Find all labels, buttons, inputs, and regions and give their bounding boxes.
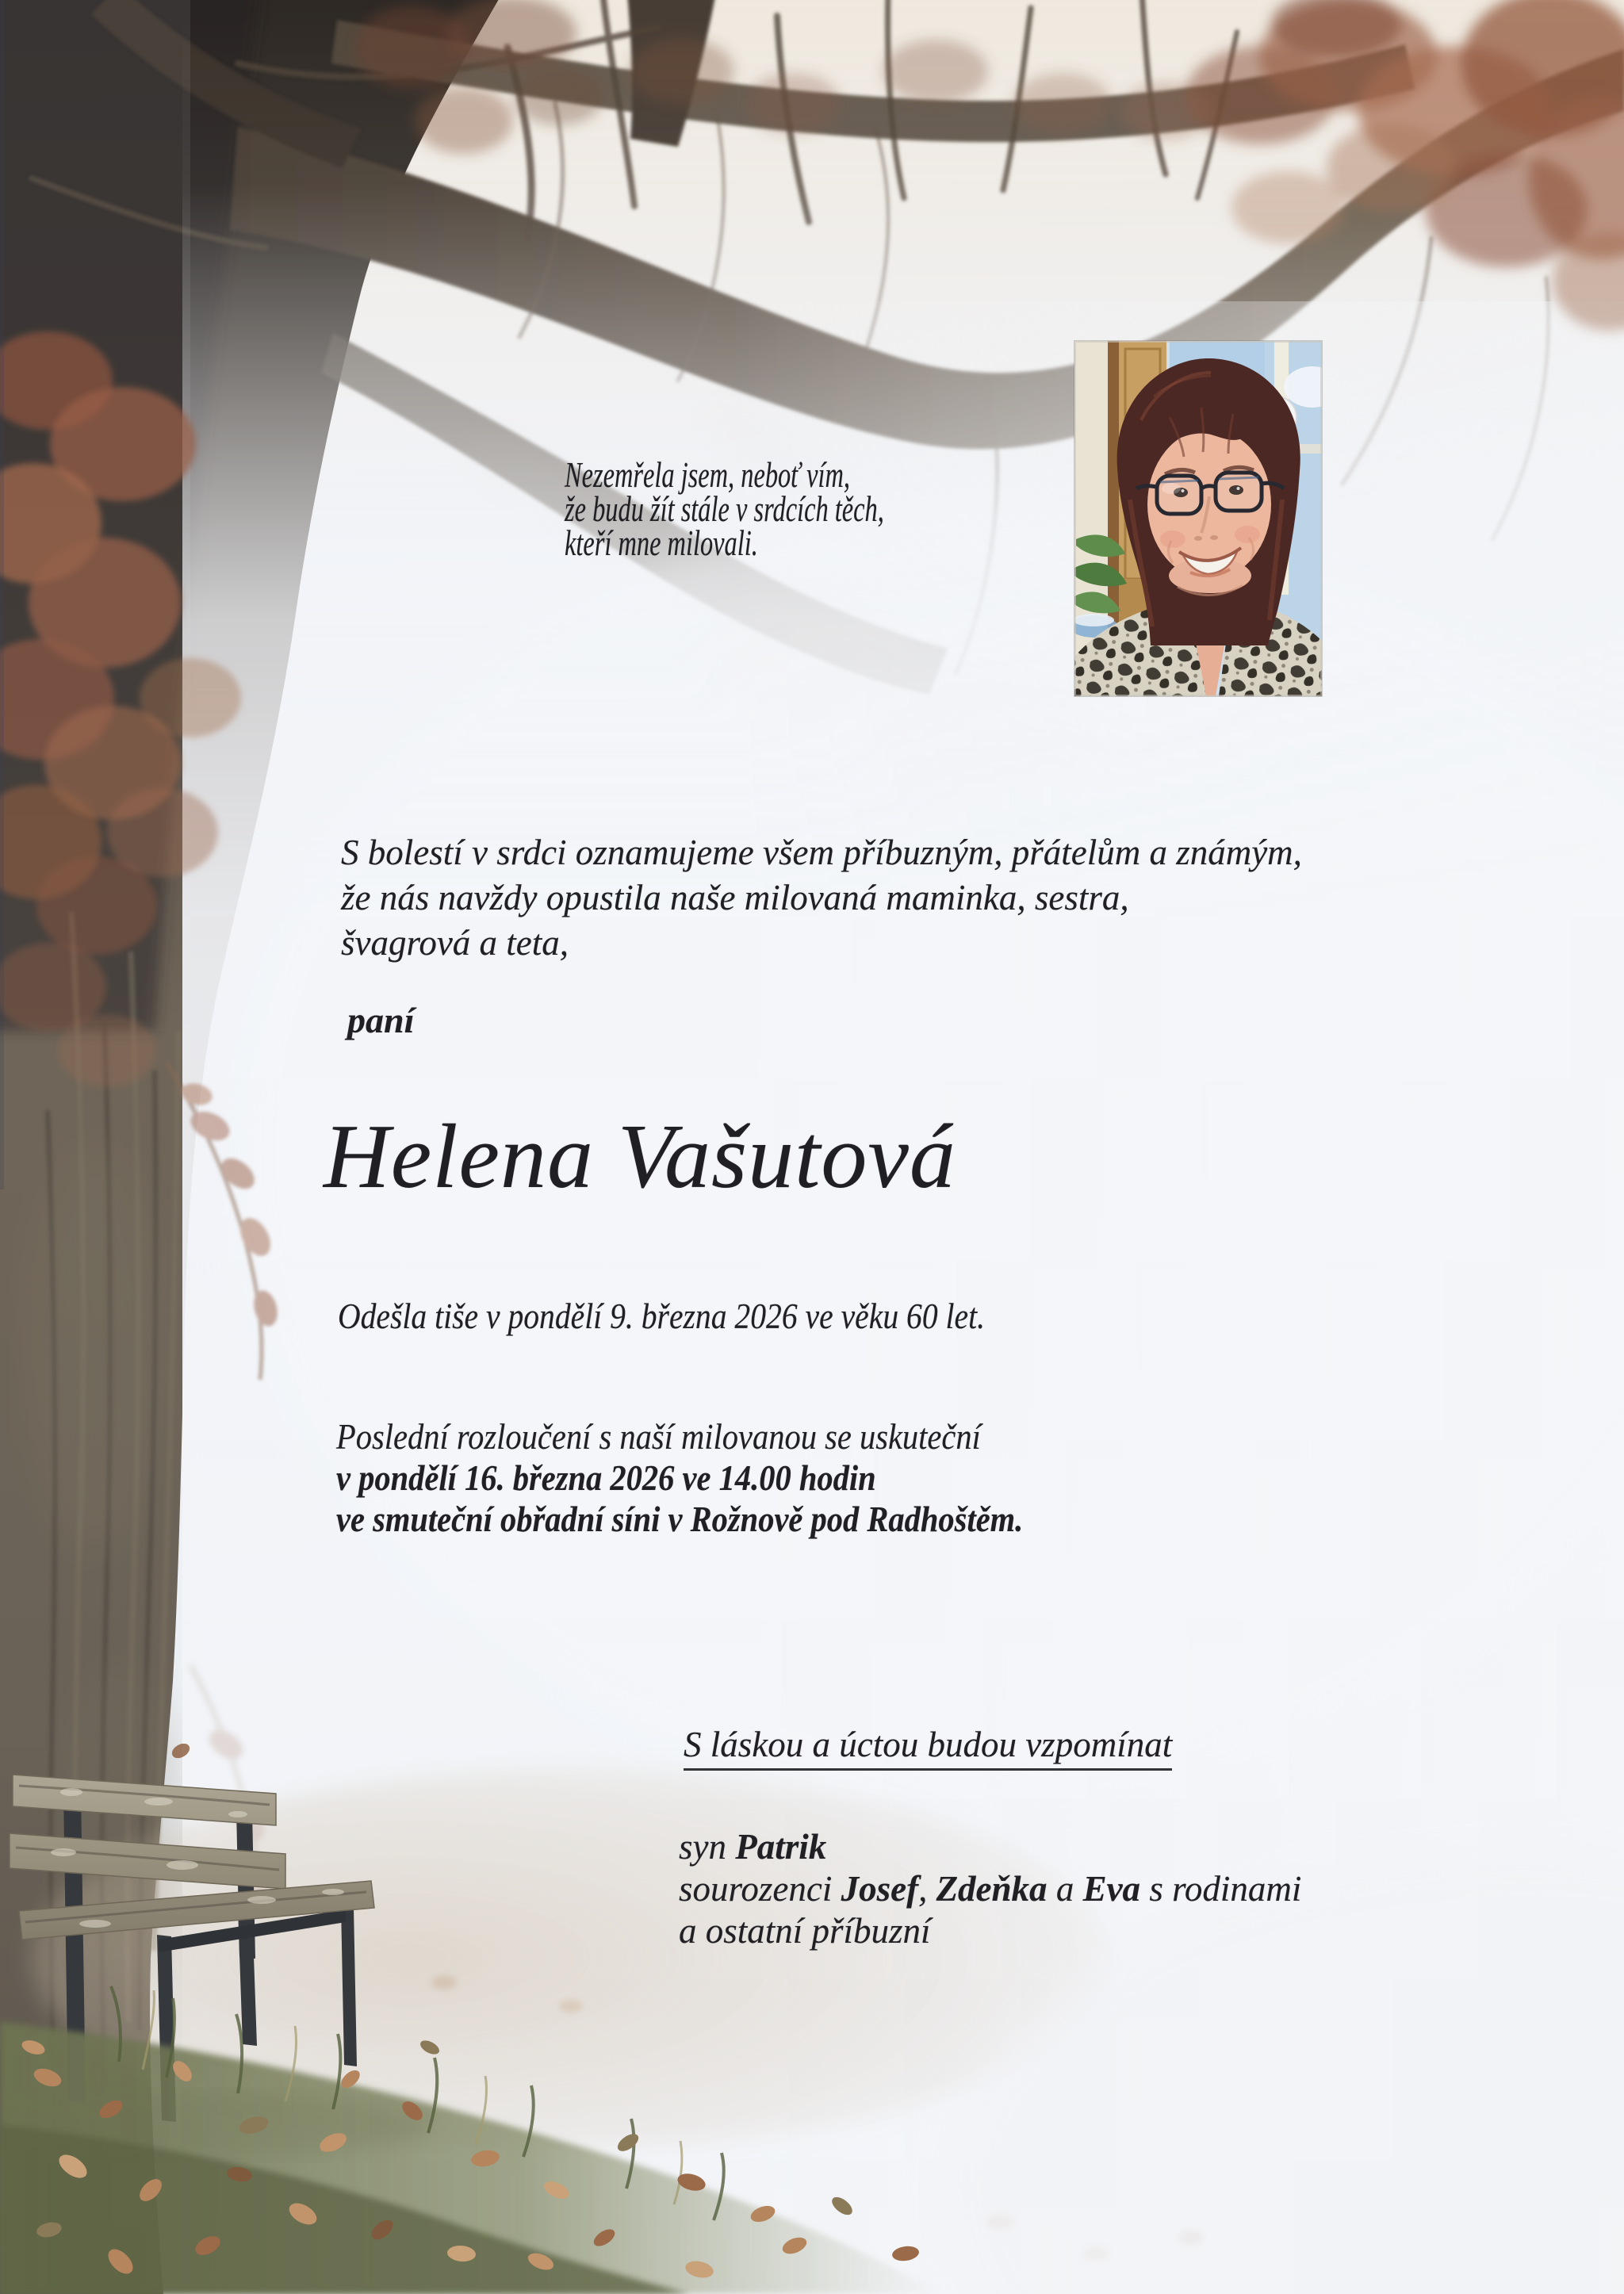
portrait-photo bbox=[1074, 341, 1322, 696]
announcement-line: že nás navždy opustila naše milovaná maminka, sestra, bbox=[341, 878, 1129, 917]
mourner-name: Zdeňka bbox=[936, 1869, 1048, 1909]
salutation: paní bbox=[347, 1000, 415, 1040]
funeral-intro: Poslední rozloučení s naší milovanou se uskuteční bbox=[336, 1417, 981, 1457]
mourner-line: a ostatní příbuzní bbox=[679, 1911, 931, 1951]
poem-line: Nezemřela jsem, neboť vím, bbox=[565, 455, 851, 495]
mourner-name: Patrik bbox=[735, 1827, 827, 1867]
remembrance-heading: S láskou a úctou budou vzpomínat bbox=[684, 1725, 1172, 1771]
mourner-name: Eva bbox=[1082, 1869, 1141, 1909]
mourner-name: Josef bbox=[841, 1869, 919, 1909]
mourner-line: syn Patrik bbox=[679, 1827, 827, 1867]
announcement-line: švagrová a teta, bbox=[341, 923, 569, 963]
mourners-list bbox=[679, 1826, 1301, 1952]
poem-line: že budu žít stále v srdcích těch, bbox=[565, 489, 884, 529]
scan-edge bbox=[0, 0, 4, 1189]
deceased-name: Helena Vašutová bbox=[324, 1106, 956, 1208]
funeral-place: ve smuteční obřadní síni v Rožnově pod Radhoštěm. bbox=[336, 1499, 1024, 1539]
passing-note: Odešla tiše v pondělí 9. března 2026 ve věku 60 let. bbox=[338, 1296, 986, 1336]
mourner-line: sourozenci Josef, Zdeňka a Eva s rodinami bbox=[679, 1869, 1302, 1909]
announcement-line: S bolestí v srdci oznamujeme všem příbuzným, přátelům a známým, bbox=[341, 833, 1302, 872]
funeral-details bbox=[336, 1416, 1023, 1540]
memorial-poem bbox=[565, 455, 884, 563]
poem-line: kteří mne milovali. bbox=[565, 523, 758, 563]
announcement-paragraph bbox=[341, 830, 1302, 966]
funeral-datetime: v pondělí 16. března 2026 ve 14.00 hodin bbox=[336, 1458, 876, 1498]
